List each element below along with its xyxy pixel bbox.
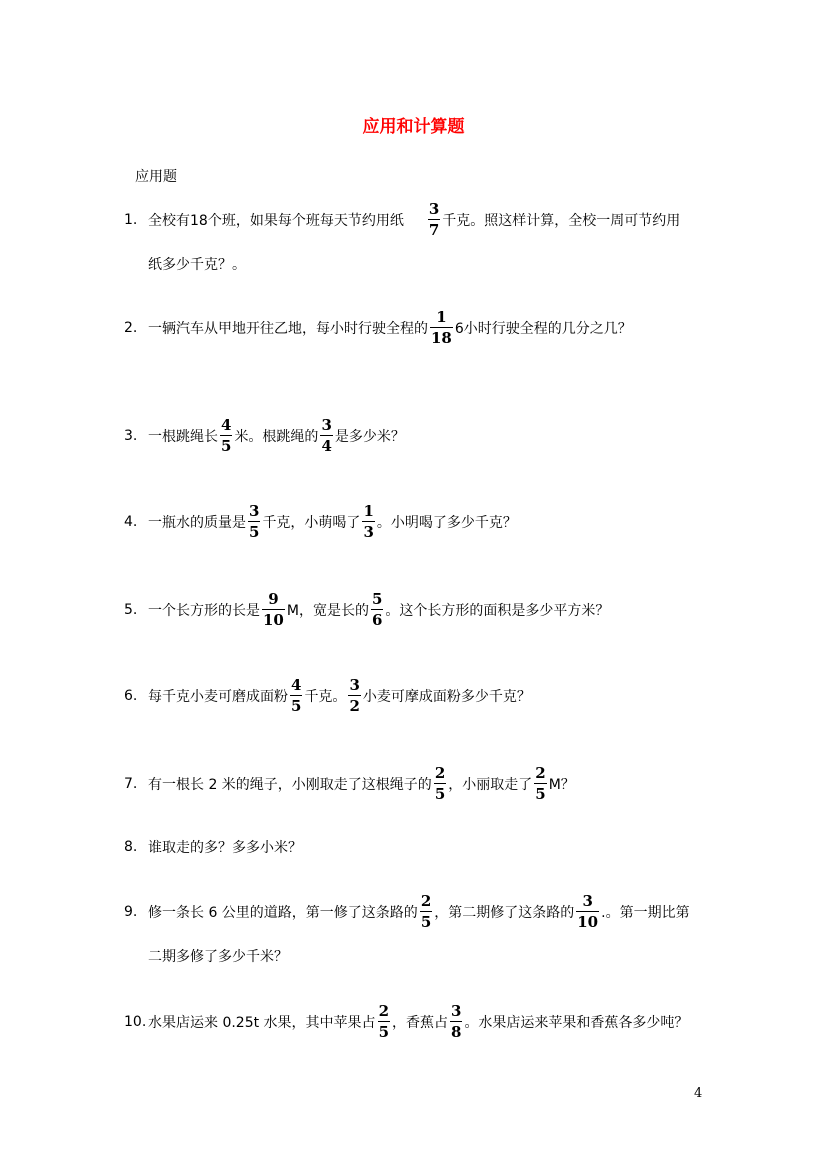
fraction: $\frac{4}{5}$ (221, 416, 232, 455)
question-9 (124, 888, 690, 936)
fraction: $\frac{1}{3}$ (363, 502, 374, 541)
question-text: 一根跳绳长 (148, 429, 218, 445)
question-text: 一辆汽车从甲地开往乙地，每小时行驶全程的 (148, 321, 428, 337)
question-8 (124, 823, 302, 871)
question-3 (124, 412, 405, 460)
question-number: 7. (124, 776, 138, 792)
question-text: 。小明喝了多少千克？ (376, 515, 517, 531)
question-text: M？ (548, 777, 575, 793)
fraction: $\frac{4}{5}$ (291, 676, 302, 715)
fraction: $\frac{2}{5}$ (420, 892, 432, 931)
question-text: ，香蕉占 (392, 1015, 448, 1031)
question-text: 水果店运来 0.25t 水果，其中苹果占 (148, 1015, 376, 1031)
question-text: 一瓶水的质量是 (148, 515, 246, 531)
question-text: ，第二期修了这条路的 (434, 905, 575, 921)
question-text: .。第一期比第 (601, 905, 690, 921)
question-text: 一个长方形的长是 (148, 603, 260, 619)
question-1-continued (148, 240, 246, 288)
fraction: $\frac{3}{8}$ (451, 1002, 462, 1041)
question-text: 修一条长 6 公里的道路，第一修了这条路的 (148, 905, 418, 921)
fraction: $\frac{3}{5}$ (249, 502, 260, 541)
question-text: 。水果店运来苹果和香蕉各多少吨？ (464, 1015, 689, 1031)
question-number: 1. (124, 212, 138, 228)
question-text: ，小丽取走了 (448, 777, 533, 793)
fraction: $\frac{1}{18}$ (431, 308, 452, 347)
question-text: 千克。 (304, 689, 347, 705)
section-heading: 应用题 (135, 169, 177, 185)
question-text: 谁取走的多？多多小米？ (148, 840, 302, 856)
question-text: 是多少米？ (334, 429, 405, 445)
question-number: 4. (124, 514, 138, 530)
question-text: 二期多修了多少千米？ (148, 949, 288, 965)
question-text: 纸多少千克？。 (148, 257, 246, 273)
fraction: $\frac{2}{5}$ (535, 764, 546, 803)
page-title: 应用和计算题 (362, 117, 465, 137)
question-4 (124, 498, 517, 546)
question-text: 千克，小萌喝了 (262, 515, 361, 531)
question-9-continued (148, 932, 288, 980)
question-text: 有一根长 2 米的绳子，小刚取走了这根绳子的 (148, 777, 432, 793)
question-6 (124, 672, 531, 720)
question-number: 9. (124, 904, 138, 920)
question-text: 6小时行驶全程的几分之几？ (454, 321, 632, 337)
question-text: 小麦可摩成面粉多少千克？ (362, 689, 531, 705)
fraction: $\frac{9}{10}$ (263, 590, 284, 629)
question-text: 千克。照这样计算，全校一周可节约用 (442, 213, 681, 229)
fraction: $\frac{2}{5}$ (378, 1002, 389, 1041)
question-7 (124, 760, 575, 808)
question-text: M，宽是长的 (286, 603, 369, 619)
fraction: $\frac{5}{6}$ (371, 590, 383, 629)
fraction: $\frac{3}{7}$ (428, 200, 440, 239)
question-number: 5. (124, 602, 138, 618)
question-number: 8. (124, 839, 138, 855)
question-2 (124, 304, 632, 352)
page-number: 4 (694, 1086, 703, 1101)
question-number: 2. (124, 320, 138, 336)
question-text: 每千克小麦可磨成面粉 (148, 689, 288, 705)
question-number: 6. (124, 688, 138, 704)
question-text: 全校有18个班，如果每个班每天节约用纸 (148, 213, 404, 229)
question-5 (124, 586, 609, 634)
fraction: $\frac{3}{2}$ (349, 676, 360, 715)
question-text: 米。根跳绳的 (234, 429, 319, 445)
fraction: $\frac{2}{5}$ (434, 764, 446, 803)
question-number: 3. (124, 428, 138, 444)
fraction: $\frac{3}{10}$ (577, 892, 599, 931)
question-1 (124, 196, 680, 244)
question-10 (124, 998, 688, 1046)
question-number: 10. (124, 1014, 147, 1030)
fraction: $\frac{3}{4}$ (321, 416, 332, 455)
question-text: 。这个长方形的面积是多少平方米？ (385, 603, 610, 619)
